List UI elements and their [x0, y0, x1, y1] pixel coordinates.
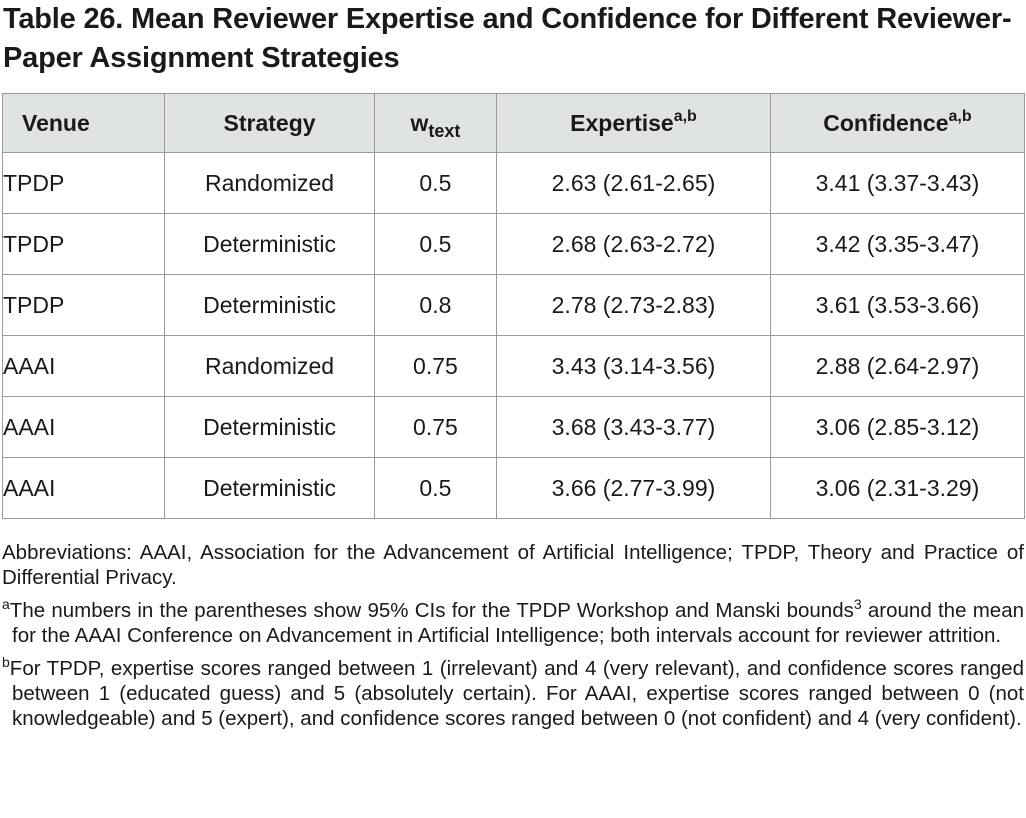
header-expertise-footnote: a,b	[673, 107, 697, 125]
footnote-a-mark: a	[2, 596, 10, 612]
cell-confidence: 2.88 (2.64-2.97)	[770, 336, 1024, 397]
cell-expertise: 3.66 (2.77-3.99)	[497, 458, 771, 519]
cell-expertise: 2.68 (2.63-2.72)	[497, 214, 771, 275]
table-row	[3, 275, 1025, 336]
results-table	[2, 93, 1025, 519]
cell-w-text: 0.5	[374, 458, 496, 519]
footnote-b	[2, 656, 1024, 731]
cell-confidence: 3.06 (2.85-3.12)	[770, 397, 1024, 458]
cell-venue: TPDP	[3, 214, 165, 275]
header-confidence	[770, 94, 1024, 153]
cell-strategy: Deterministic	[165, 397, 374, 458]
cell-strategy: Deterministic	[165, 214, 374, 275]
cell-confidence: 3.06 (2.31-3.29)	[770, 458, 1024, 519]
cell-confidence: 3.61 (3.53-3.66)	[770, 275, 1024, 336]
header-confidence-footnote: a,b	[948, 107, 972, 125]
cell-expertise: 3.68 (3.43-3.77)	[497, 397, 771, 458]
footnote-a-text-after: around the mean for the AAAI Conference on Advancement in Artificial Intelligence; both intervals account for reviewer attrition.	[12, 599, 1024, 647]
table-row	[3, 214, 1025, 275]
cell-w-text: 0.75	[374, 397, 496, 458]
table-row	[3, 336, 1025, 397]
footnote-a-text-before: The numbers in the parentheses show 95% CIs for the TPDP Workshop and Manski bounds	[9, 599, 854, 622]
table-row	[3, 458, 1025, 519]
header-confidence-label: Confidence	[823, 109, 949, 136]
cell-strategy: Deterministic	[165, 275, 374, 336]
cell-strategy: Randomized	[165, 336, 374, 397]
cell-venue: TPDP	[3, 275, 165, 336]
table-row	[3, 397, 1025, 458]
header-expertise-label: Expertise	[570, 109, 674, 136]
cell-confidence: 3.41 (3.37-3.43)	[770, 153, 1024, 214]
abbreviations-note: Abbreviations: AAAI, Association for the Advancement of Artificial Intelligence; TPDP, Theory and Practice of Differential Privacy.	[2, 541, 1024, 589]
header-w-text	[374, 94, 496, 153]
footnote-b-text: For TPDP, expertise scores ranged between 1 (irrelevant) and 4 (very relevant), and confidence scores ranged between 1 (educated guess) and 5 (absolutely certain). For AAAI, expertise scores ranged between 0 (not knowledgeable) and 5 (expert), and confidence scores ranged between 0 (not confident) and 4 (very confident).	[9, 657, 1024, 730]
header-expertise	[497, 94, 771, 153]
table-row	[3, 153, 1025, 214]
cell-venue: TPDP	[3, 153, 165, 214]
table-title: Table 26. Mean Reviewer Expertise and Confidence for Different Reviewer-Paper Assignment Strategies	[3, 3, 1012, 74]
cell-expertise: 3.43 (3.14-3.56)	[497, 336, 771, 397]
header-row	[3, 94, 1025, 153]
cell-venue: AAAI	[3, 458, 165, 519]
cell-expertise: 2.63 (2.61-2.65)	[497, 153, 771, 214]
footnote-a	[2, 598, 1024, 648]
cell-venue: AAAI	[3, 397, 165, 458]
table-notes	[2, 540, 1024, 739]
cell-confidence: 3.42 (3.35-3.47)	[770, 214, 1024, 275]
header-w-base: w	[410, 109, 429, 136]
cell-w-text: 0.5	[374, 214, 496, 275]
cell-venue: AAAI	[3, 336, 165, 397]
header-w-subscript: text	[428, 120, 461, 141]
cell-w-text: 0.5	[374, 153, 496, 214]
header-strategy: Strategy	[165, 94, 374, 153]
cell-w-text: 0.8	[374, 275, 496, 336]
footnote-b-mark: b	[2, 654, 10, 670]
cell-strategy: Randomized	[165, 153, 374, 214]
cell-strategy: Deterministic	[165, 458, 374, 519]
cell-expertise: 2.78 (2.73-2.83)	[497, 275, 771, 336]
cell-w-text: 0.75	[374, 336, 496, 397]
reference-mark: 3	[853, 596, 862, 612]
header-venue: Venue	[3, 94, 165, 153]
